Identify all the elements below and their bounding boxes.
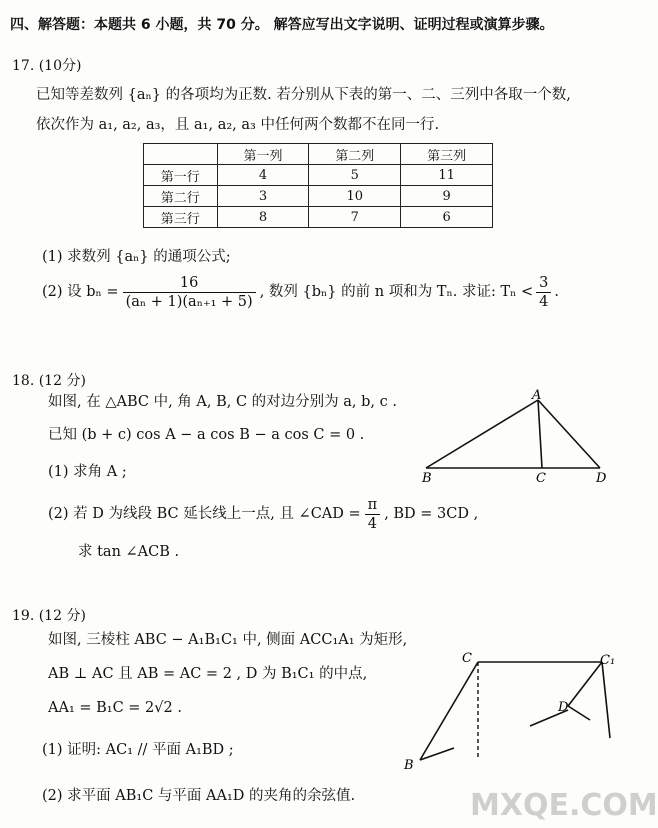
q17-bound-numerator: 3 — [536, 274, 551, 293]
q19-line-2: AB ⊥ AC 且 AB = AC = 2 , D 为 B₁C₁ 的中点, — [48, 666, 368, 682]
label-c: C — [536, 471, 546, 486]
table-row-header: 第三行 — [144, 207, 218, 228]
q17-bn-fraction — [123, 274, 256, 311]
edge-b-right — [420, 748, 454, 760]
q18-part-2-prefix: (2) 若 D 为线段 BC 延长线上一点, 且 ∠CAD = — [48, 506, 361, 522]
table-cell: 6 — [401, 207, 493, 228]
label-c: C — [462, 651, 472, 666]
q17-bn-denominator: (aₙ + 1)(aₙ₊₁ + 5) — [125, 293, 253, 310]
q17-intro-line-2: 依次作为 a₁, a₂, a₃，且 a₁, a₂, a₃ 中任何两个数都不在同一行. — [36, 117, 440, 133]
q18-header: 18. (12 分) — [12, 373, 86, 389]
q18-line-2: 已知 (b + c) cos A − a cos B − a cos C = 0 . — [48, 427, 365, 443]
q17-number-table — [143, 143, 493, 228]
table-cell: 9 — [401, 186, 493, 207]
label-c1: C₁ — [600, 653, 616, 668]
table-column-header: 第三列 — [401, 144, 493, 165]
q18-part-2-line-2: 求 tan ∠ACB . — [78, 544, 180, 560]
q18-part-1: (1) 求角 A ; — [48, 464, 127, 480]
table-row — [144, 207, 493, 228]
q17-part-2-middle: , 数列 {bₙ} 的前 n 项和为 Tₙ. 求证: Tₙ < — [259, 284, 534, 300]
edge-d-right — [568, 706, 590, 720]
q17-bn-numerator: 16 — [123, 274, 256, 293]
q18-part-2 — [48, 492, 478, 536]
q18-angle-denominator: 4 — [367, 515, 378, 532]
q19-line-1: 如图, 三棱柱 ABC − A₁B₁C₁ 中, 侧面 ACC₁A₁ 为矩形, — [48, 632, 408, 648]
segment-ad — [538, 400, 600, 468]
q18-part-2-suffix: , BD = 3CD , — [384, 506, 479, 522]
section-header: 四、解答题：本题共 6 小题，共 70 分。 解答应写出文字说明、证明过程或演算步骤。 — [10, 17, 554, 33]
q17-bound-denominator: 4 — [539, 293, 549, 310]
segment-ab — [426, 400, 538, 468]
table-row-header: 第一行 — [144, 165, 218, 186]
table-cell: 3 — [217, 186, 309, 207]
q18-angle-fraction — [365, 496, 381, 533]
table-cell: 10 — [309, 186, 401, 207]
q17-header: 17. (10分) — [12, 58, 82, 74]
table-cell: 5 — [309, 165, 401, 186]
label-b: B — [422, 471, 432, 486]
table-header-row — [144, 144, 493, 165]
q17-bound-fraction — [536, 274, 551, 311]
table-cell: 8 — [217, 207, 309, 228]
table-cell: 7 — [309, 207, 401, 228]
q17-intro-line-1: 已知等差数列 {aₙ} 的各项均为正数. 若分别从下表的第一、二、三列中各取一个数, — [36, 87, 571, 103]
q19-line-3: AA₁ = B₁C = 2√2 . — [48, 700, 182, 716]
q18-triangle-figure — [416, 386, 616, 486]
edge-c-b — [420, 662, 478, 760]
label-b: B — [404, 758, 414, 773]
q19-header: 19. (12 分) — [12, 608, 86, 624]
table-cell: 4 — [217, 165, 309, 186]
edge-c1-d — [568, 662, 602, 706]
table-row — [144, 186, 493, 207]
q18-line-1: 如图, 在 △ABC 中, 角 A, B, C 的对边分别为 a, b, c . — [48, 394, 397, 410]
table-column-header: 第二列 — [309, 144, 401, 165]
table-corner-cell — [144, 144, 218, 165]
edge-c1-down — [602, 662, 610, 738]
q17-part-1: (1) 求数列 {aₙ} 的通项公式; — [42, 249, 231, 265]
segment-ac — [538, 400, 542, 468]
q17-part-2 — [42, 270, 559, 314]
table-row-header: 第二行 — [144, 186, 218, 207]
watermark-text: MXQE.COM — [470, 788, 658, 823]
table-cell: 11 — [401, 165, 493, 186]
label-a: A — [532, 388, 542, 403]
q19-part-2: (2) 求平面 AB₁C 与平面 AA₁D 的夹角的余弦值. — [42, 788, 356, 804]
label-d: D — [596, 471, 607, 486]
label-d: D — [558, 700, 569, 715]
q17-part-2-end: . — [554, 284, 560, 300]
table-row — [144, 165, 493, 186]
q19-prism-figure — [400, 648, 632, 780]
q17-part-2-prefix: (2) 设 bₙ = — [42, 284, 119, 300]
q19-part-1: (1) 证明: AC₁ // 平面 A₁BD ; — [42, 742, 234, 758]
table-column-header: 第一列 — [217, 144, 309, 165]
q18-angle-numerator: π — [365, 496, 381, 515]
